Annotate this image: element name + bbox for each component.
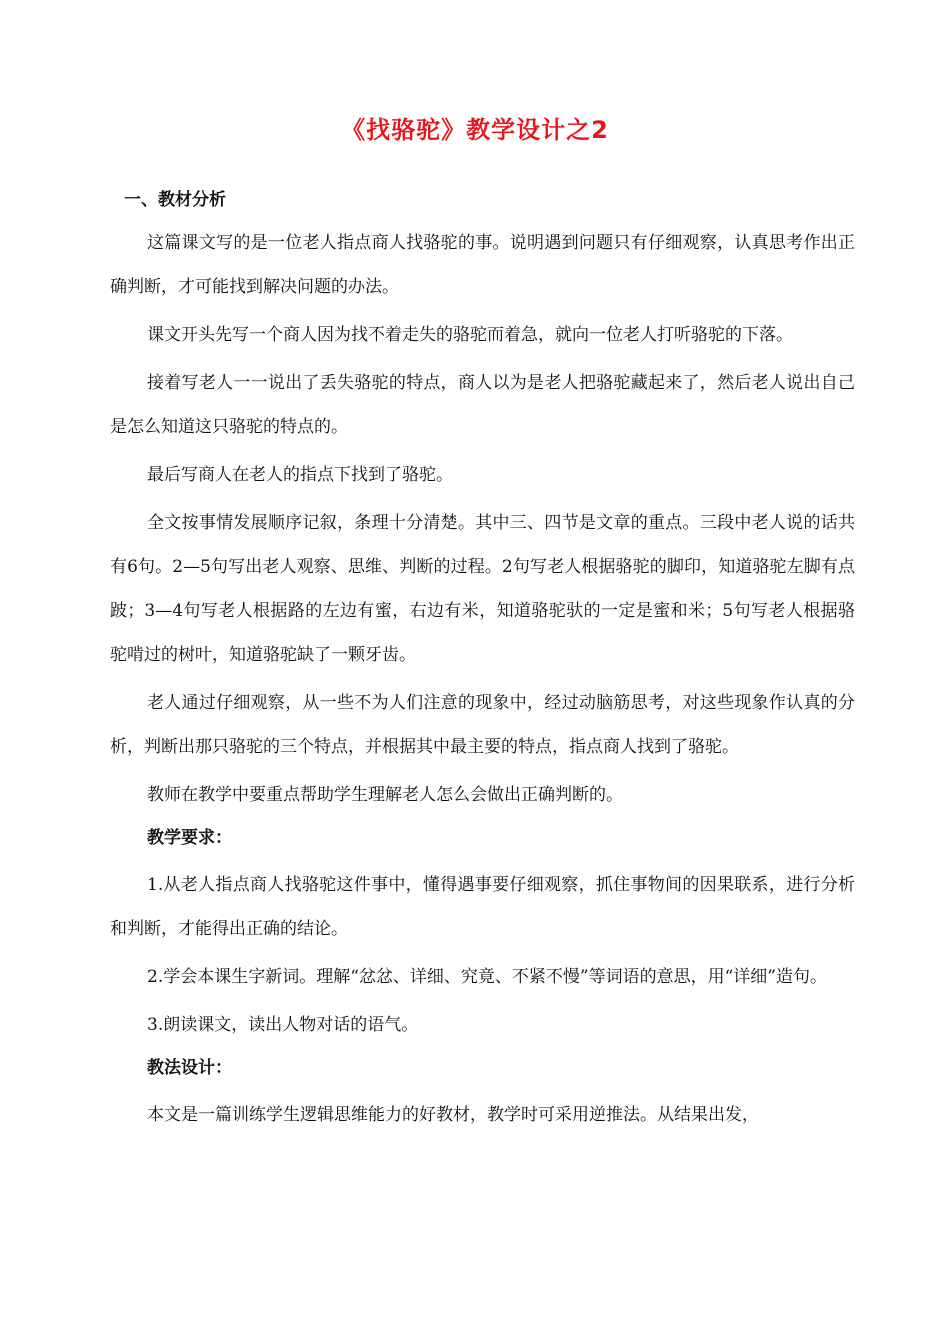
subheading-teaching-method: 教法设计： xyxy=(147,1058,232,1078)
document-body xyxy=(110,183,855,1141)
subheading-teaching-requirements: 教学要求： xyxy=(147,828,232,848)
paragraph: 接着写老人一一说出了丢失骆驼的特点，商人以为是老人把骆驼藏起来了，然后老人说出自己是怎么知道这只骆驼的特点的。 xyxy=(110,373,855,437)
section-heading-textbook-analysis: 一、教材分析 xyxy=(124,190,226,210)
paragraph: 这篇课文写的是一位老人指点商人找骆驼的事。说明遇到问题只有仔细观察，认真思考作出正确判断，才可能找到解决问题的办法。 xyxy=(110,233,855,297)
method-paragraph: 本文是一篇训练学生逻辑思维能力的好教材，教学时可采用逆推法。从结果出发， xyxy=(147,1105,759,1125)
requirement-item: 1.从老人指点商人找骆驼这件事中，懂得遇事要仔细观察，抓住事物间的因果联系，进行分析和判断，才能得出正确的结论。 xyxy=(110,875,855,939)
paragraph: 最后写商人在老人的指点下找到了骆驼。 xyxy=(147,465,453,485)
paragraph: 全文按事情发展顺序记叙，条理十分清楚。其中三、四节是文章的重点。三段中老人说的话共有6句。2—5句写出老人观察、思维、判断的过程。2句写老人根据骆驼的脚印，知道骆驼左脚有点跛；3—4句写老人根据路的左边有蜜，右边有米，知道骆驼驮的一定是蜜和米；5句写老人根据骆驼啃过的树叶，知道骆驼缺了一颗牙齿。 xyxy=(110,513,855,665)
paragraph: 老人通过仔细观察，从一些不为人们注意的现象中，经过动脑筋思考，对这些现象作认真的分析，判断出那只骆驼的三个特点，并根据其中最主要的特点，指点商人找到了骆驼。 xyxy=(110,693,855,757)
paragraph: 教师在教学中要重点帮助学生理解老人怎么会做出正确判断的。 xyxy=(147,785,623,805)
requirement-item: 2.学会本课生字新词。理解“忿忿、详细、究竟、不紧不慢”等词语的意思，用“详细”造句。 xyxy=(147,967,827,987)
requirement-item: 3.朗读课文，读出人物对话的语气。 xyxy=(147,1015,419,1035)
document-title: 《找骆驼》教学设计之2 xyxy=(341,116,609,144)
paragraph: 课文开头先写一个商人因为找不着走失的骆驼而着急，就向一位老人打听骆驼的下落。 xyxy=(147,325,793,345)
